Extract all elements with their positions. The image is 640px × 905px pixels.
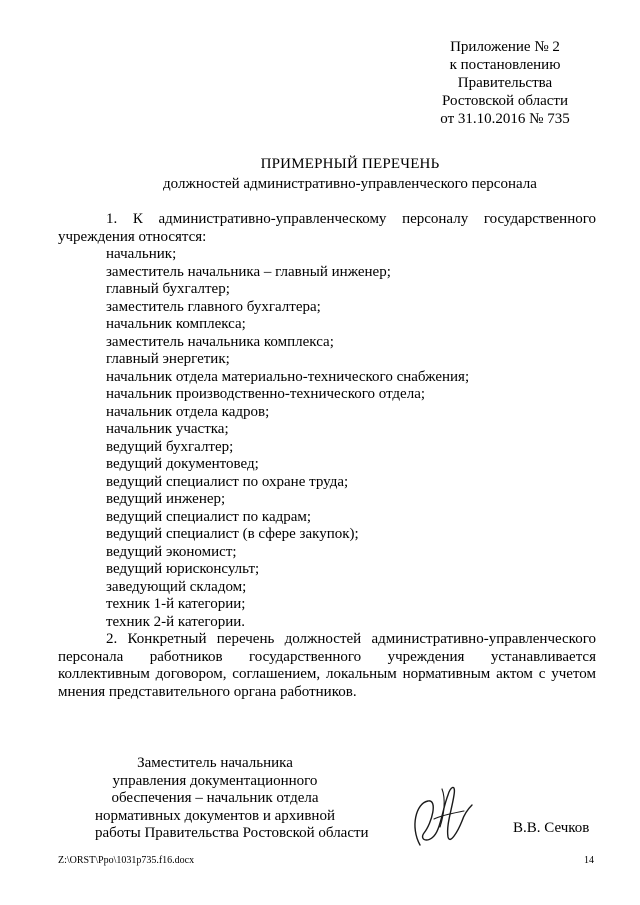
position-list-item: заместитель начальника комплекса; [106, 333, 334, 350]
appendix-line: Приложение № 2 [450, 39, 560, 55]
position-list-item: ведущий инженер; [106, 491, 226, 507]
signatory-position-line: управления документационного [112, 772, 318, 789]
document-subtitle: должностей административно-управленческого персонала [163, 176, 537, 192]
page-number: 14 [584, 855, 594, 866]
document-title: ПРИМЕРНЫЙ ПЕРЕЧЕНЬ [260, 156, 440, 172]
footer-file-path: Z:\ORST\Ppo\1031p735.f16.docx [58, 855, 195, 866]
signatory-position-line: нормативных документов и архивной [95, 807, 335, 824]
appendix-line: к постановлению [449, 57, 561, 73]
position-list-item: заместитель начальника – главный инженер; [106, 263, 391, 280]
position-list-item: начальник комплекса; [106, 316, 246, 332]
signatory-position-line: обеспечения – начальник отдела [111, 790, 319, 806]
position-list-item: начальник; [106, 246, 177, 262]
position-list-item: ведущий специалист по охране труда; [106, 473, 349, 490]
position-list-item: начальник производственно-технического отдела; [106, 386, 426, 402]
position-list-item: техник 1-й категории; [106, 596, 246, 612]
appendix-block [400, 38, 610, 128]
position-list-item: заместитель главного бухгалтера; [106, 298, 321, 315]
section-1-intro: 1. К административно-управленческому персоналу государственного учреждения относятся: [58, 211, 596, 245]
section-2-paragraph: 2. Конкретный перечень должностей административно-управленческого персонала работников государственного учреждения устанавливается коллективным договором, соглашением, локальным нормативным актом с учетом мнения представительного органа работников. [58, 631, 596, 700]
position-list-item: ведущий специалист (в сфере закупок); [106, 526, 359, 542]
position-list-item: ведущий экономист; [106, 543, 237, 560]
position-list-item: ведущий юрисконсульт; [106, 561, 260, 577]
position-list [58, 246, 596, 631]
position-list-item: ведущий специалист по кадрам; [106, 508, 312, 525]
position-list-item: ведущий бухгалтер; [106, 438, 234, 455]
position-list-item: начальник отдела материально-технического снабжения; [106, 368, 470, 385]
signatory-name: В.В. Сечков [513, 820, 590, 836]
signatory-position-line: работы Правительства Ростовской области [95, 825, 369, 841]
handwritten-signature [398, 775, 478, 855]
signatory-position [95, 755, 369, 843]
appendix-line: Ростовской области [442, 93, 568, 109]
position-list-item: главный энергетик; [106, 351, 230, 367]
position-list-item: ведущий документовед; [106, 456, 259, 472]
position-list-item: техник 2-й категории. [106, 613, 246, 630]
position-list-item: главный бухгалтер; [106, 281, 230, 297]
appendix-line: от 31.10.2016 № 735 [440, 111, 570, 127]
position-list-item: начальник отдела кадров; [106, 403, 270, 420]
document-body [58, 211, 596, 701]
position-list-item: начальник участка; [106, 421, 229, 437]
appendix-line: Правительства [457, 75, 553, 91]
position-list-item: заведующий складом; [106, 578, 247, 595]
signatory-position-line: Заместитель начальника [137, 755, 293, 771]
